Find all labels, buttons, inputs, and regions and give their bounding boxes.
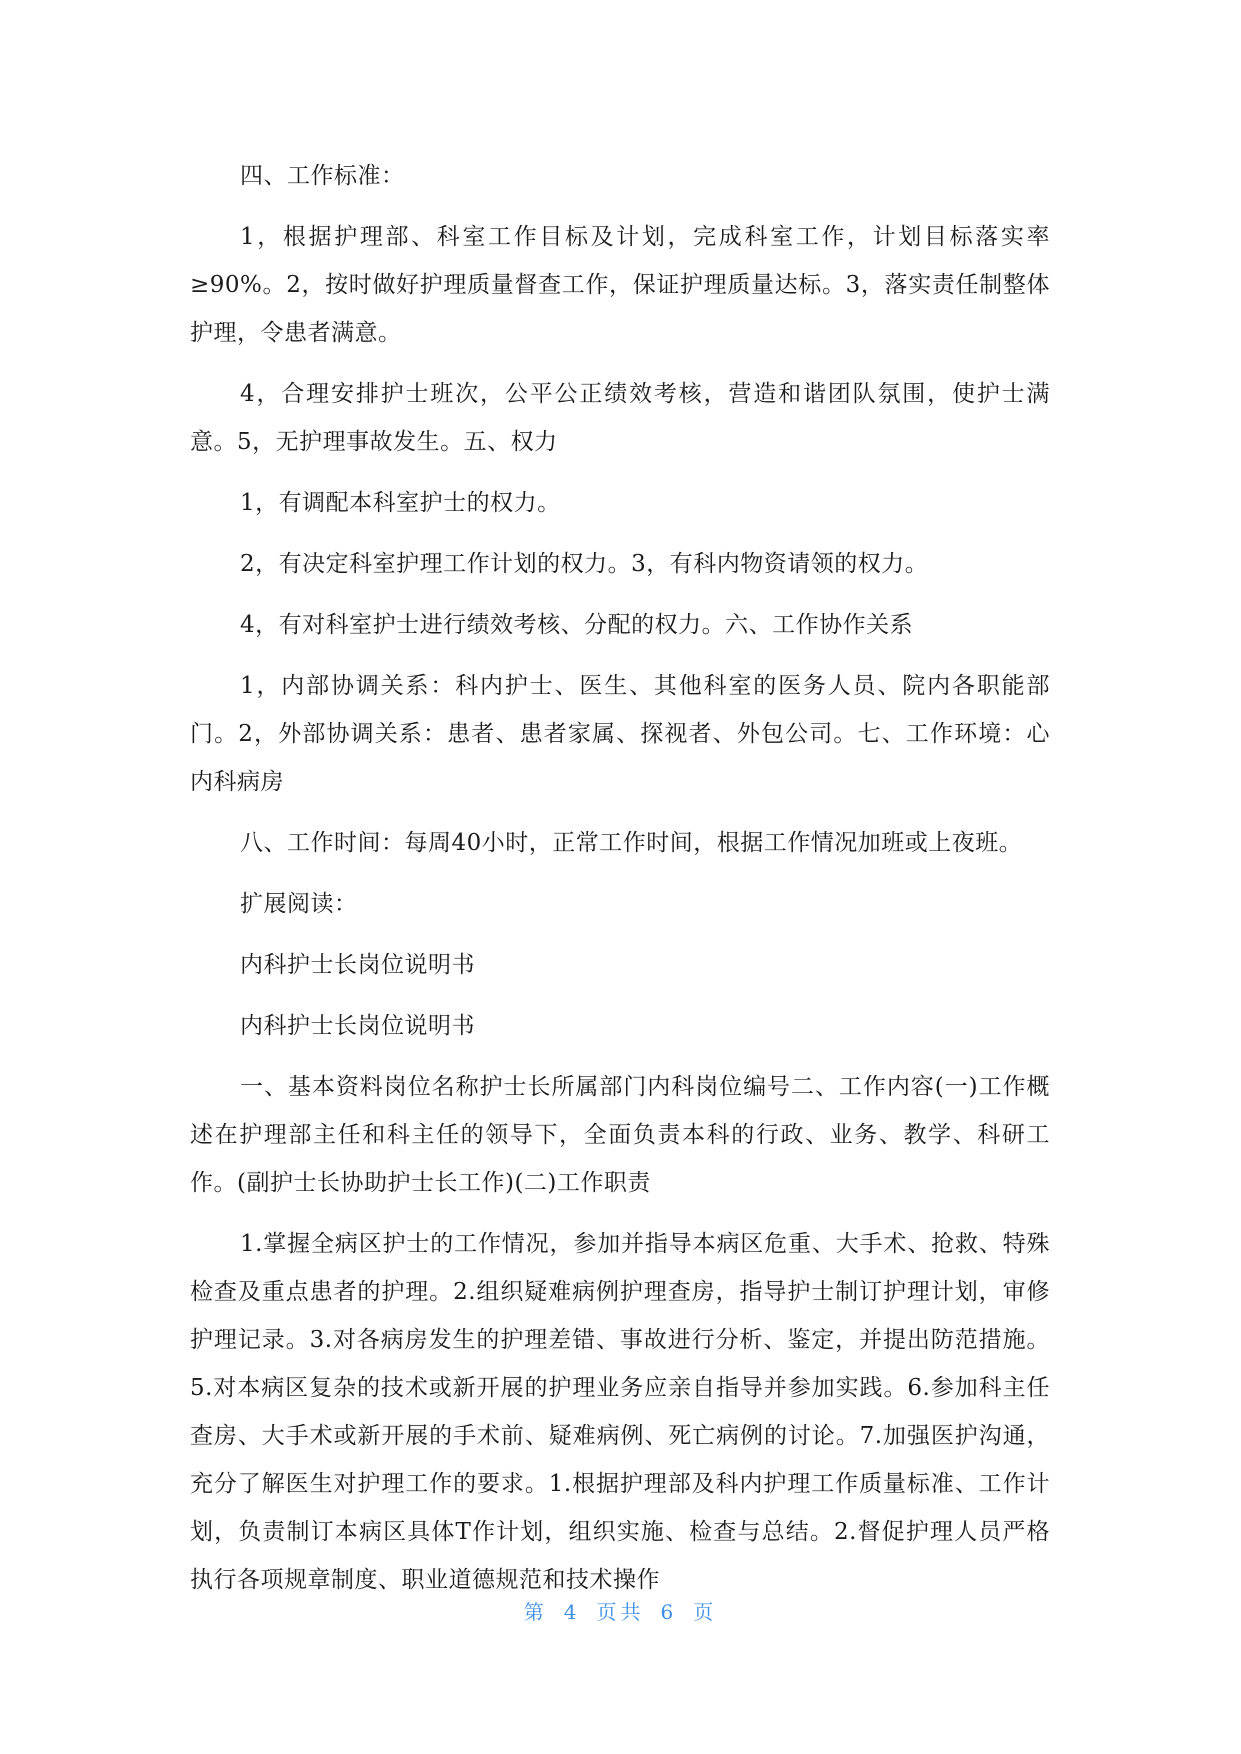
- paragraph: 4，有对科室护士进行绩效考核、分配的权力。六、工作协作关系: [240, 612, 914, 638]
- document-title: 内科护士长岗位说明书: [240, 952, 475, 978]
- paragraph: 1.掌握全病区护士的工作情况，参加并指导本病区危重、大手术、抢救、特殊检查及重点患者的护理。2.组织疑难病例护理查房，指导护士制订护理计划，审修护理记录。3.对各病房发生的护理差错、事故进行分析、鉴定，并提出防范措施。5.对本病区复杂的技术或新开展的护理业务应亲自指导并参加实践。6.参加科主任查房、大手术或新开展的手术前、疑难病例、死亡病例的讨论。7.加强医护沟通，充分了解医生对护理工作的要求。1.根据护理部及科内护理工作质量标准、工作计划，负责制订本病区具体T作计划，组织实施、检查与总结。2.督促护理人员严格执行各项规章制度、职业道德规范和技术操作: [190, 1231, 1050, 1593]
- page-label-prefix: 第: [523, 1600, 548, 1624]
- paragraph: 一、基本资料岗位名称护士长所属部门内科岗位编号二、工作内容(一)工作概述在护理部主任和科主任的领导下，全面负责本科的行政、业务、教学、科研工作。(副护士长协助护士长工作)(二)工作职责: [190, 1074, 1050, 1196]
- document-body: [190, 152, 1050, 1617]
- total-pages-number: 6: [660, 1600, 678, 1624]
- paragraph: 1，根据护理部、科室工作目标及计划，完成科室工作，计划目标落实率≥90%。2，按时做好护理质量督查工作，保证护理质量达标。3，落实责任制整体护理，令患者满意。: [190, 224, 1050, 346]
- current-page-number: 4: [563, 1600, 581, 1624]
- page-footer: [0, 1596, 1241, 1625]
- extended-reading-label: 扩展阅读：: [240, 891, 358, 917]
- paragraph: 4，合理安排护士班次，公平公正绩效考核，营造和谐团队氛围，使护士满意。5，无护理事故发生。五、权力: [190, 381, 1050, 455]
- page-label-suffix: 页: [693, 1600, 718, 1624]
- section-heading-work-standards: 四、工作标准：: [240, 163, 405, 189]
- paragraph: 1，有调配本科室护士的权力。: [240, 490, 561, 516]
- paragraph: 1，内部协调关系：科内护士、医生、其他科室的医务人员、院内各职能部门。2，外部协调关系：患者、患者家属、探视者、外包公司。七、工作环境：心内科病房: [190, 673, 1050, 795]
- paragraph: 2，有决定科室护理工作计划的权力。3，有科内物资请领的权力。: [240, 551, 929, 577]
- page-label-mid: 页共: [596, 1600, 645, 1624]
- paragraph: 八、工作时间：每周40小时，正常工作时间，根据工作情况加班或上夜班。: [240, 830, 1023, 856]
- document-title: 内科护士长岗位说明书: [240, 1013, 475, 1039]
